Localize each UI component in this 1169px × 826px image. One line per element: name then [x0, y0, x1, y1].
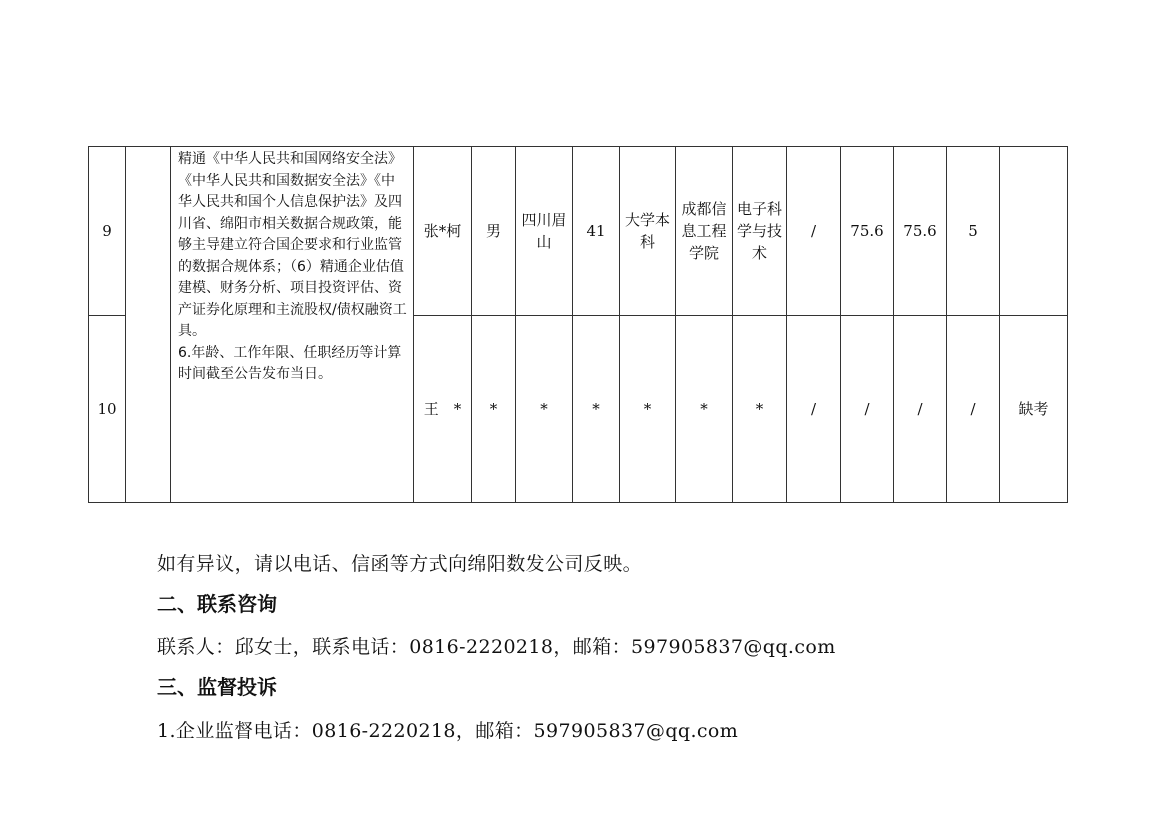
requirements-cell: [171, 147, 414, 503]
rank-cell: /: [947, 316, 1000, 503]
table-row: [89, 147, 1068, 316]
position-cell: [126, 147, 171, 503]
section-heading-supervision: 三、监督投诉: [157, 675, 277, 699]
origin-cell: 四川眉山: [516, 147, 573, 316]
education-cell: 大学本科: [620, 147, 676, 316]
objection-paragraph: 如有异议，请以电话、信函等方式向绵阳数发公司反映。: [157, 553, 643, 575]
major-cell: 电子科学与技术: [733, 147, 787, 316]
remark-cell: [1000, 147, 1068, 316]
gender-cell: 男: [472, 147, 516, 316]
rank-cell: 5: [947, 147, 1000, 316]
score-cell: 75.6: [841, 147, 894, 316]
supervision-item-1: 1.企业监督电话：0816-2220218，邮箱：597905837@qq.com: [157, 720, 739, 742]
contact-paragraph: 联系人：邱女士，联系电话：0816-2220218，邮箱：597905837@qq.com: [157, 636, 836, 658]
slash-cell: /: [787, 316, 841, 503]
score-cell: 75.6: [894, 147, 947, 316]
score-cell: /: [841, 316, 894, 503]
school-cell: 成都信息工程学院: [676, 147, 733, 316]
age-cell: 41: [573, 147, 620, 316]
score-cell: /: [894, 316, 947, 503]
origin-cell: *: [516, 316, 573, 503]
gender-cell: *: [472, 316, 516, 503]
results-table: [88, 146, 1068, 503]
row-number: 10: [89, 316, 126, 503]
requirements-note: 6.年龄、工作年限、任职经历等计算时间截至公告发布当日。: [178, 344, 402, 382]
row-number: 9: [89, 147, 126, 316]
requirements-text: 精通《中华人民共和国网络安全法》《中华人民共和国数据安全法》《中华人民共和国个人信息保护法》及四川省、绵阳市相关数据合规政策，能够主导建立符合国企要求和行业监管的数据合规体系；（6）精通企业估值建模、财务分析、项目投资评估、资产证券化原理和主流股权/债权融资工具。: [178, 151, 407, 339]
name-cell: 张*柯: [414, 147, 472, 316]
remark-cell: 缺考: [1000, 316, 1068, 503]
age-cell: *: [573, 316, 620, 503]
slash-cell: /: [787, 147, 841, 316]
major-cell: *: [733, 316, 787, 503]
section-heading-contact: 二、联系咨询: [157, 592, 277, 616]
education-cell: *: [620, 316, 676, 503]
name-cell: 王 *: [414, 316, 472, 503]
school-cell: *: [676, 316, 733, 503]
